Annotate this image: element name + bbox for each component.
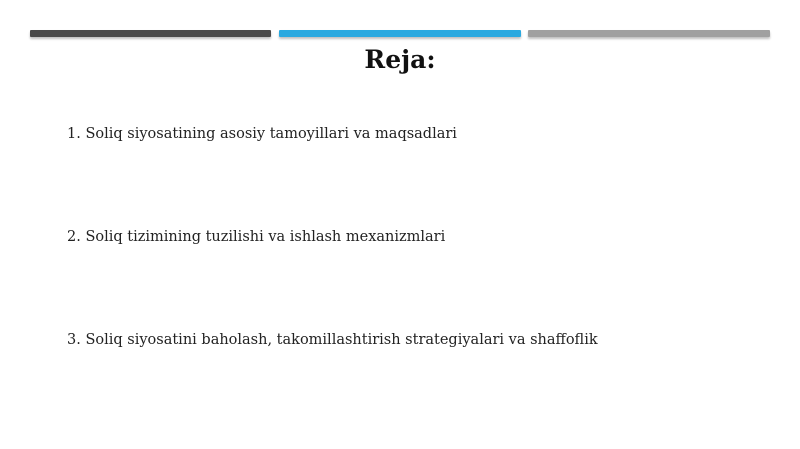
top-decor-bar-gray	[528, 30, 770, 37]
slide-title: Reja:	[364, 45, 436, 74]
top-decor-bar-blue	[279, 30, 521, 37]
top-decor-bar-dark	[30, 30, 271, 37]
plan-item-3: 3. Soliq siyosatini baholash, takomillashtirish strategiyalari va shaffoflik	[67, 332, 598, 348]
plan-item-2: 2. Soliq tizimining tuzilishi va ishlash mexanizmlari	[67, 229, 446, 245]
plan-item-1: 1. Soliq siyosatining asosiy tamoyillari va maqsadlari	[67, 126, 457, 142]
